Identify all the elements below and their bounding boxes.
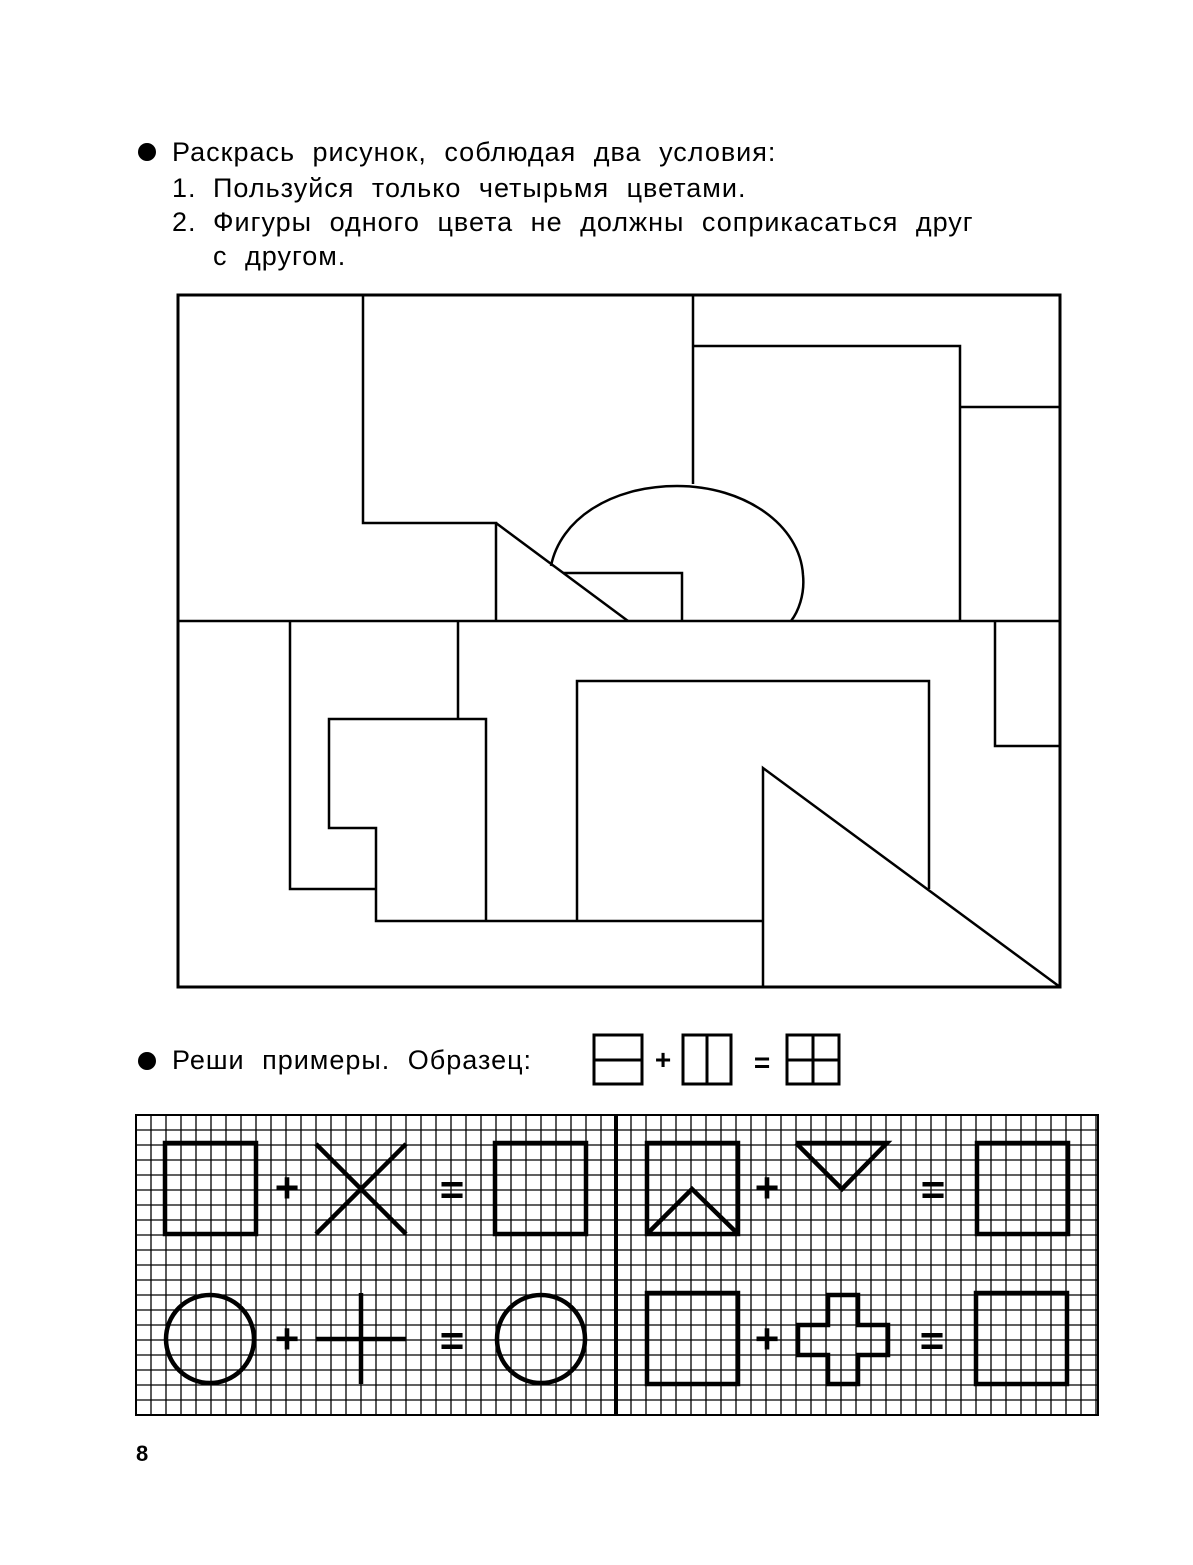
ex3-plus-sign: + <box>274 1315 300 1362</box>
condition-2-number: 2. <box>172 207 197 237</box>
sample-equals-sign: = <box>753 1047 771 1078</box>
ex4-equals-sign: = <box>919 1317 945 1364</box>
condition-1-number: 1. <box>172 173 197 203</box>
condition-1-text: Пользуйся только четырьмя цветами. <box>213 173 747 203</box>
ex3-equals-sign: = <box>439 1317 465 1364</box>
condition-2-continuation: с другом. <box>213 241 347 271</box>
ex2-plus-sign: + <box>754 1164 780 1211</box>
task1-instruction: Раскрась рисунок, соблюдая два условия: <box>172 137 777 167</box>
condition-2-text: Фигуры одного цвета не должны соприкасаться друг <box>213 207 974 237</box>
ex1-equals-sign: = <box>439 1166 465 1213</box>
page-number: 8 <box>136 1441 149 1466</box>
sample-plus-sign: + <box>654 1044 672 1075</box>
ex1-plus-sign: + <box>274 1164 300 1211</box>
ex2-equals-sign: = <box>920 1166 946 1213</box>
ex4-plus-sign: + <box>754 1315 780 1362</box>
task2-instruction: Реши примеры. Образец: <box>172 1045 533 1075</box>
